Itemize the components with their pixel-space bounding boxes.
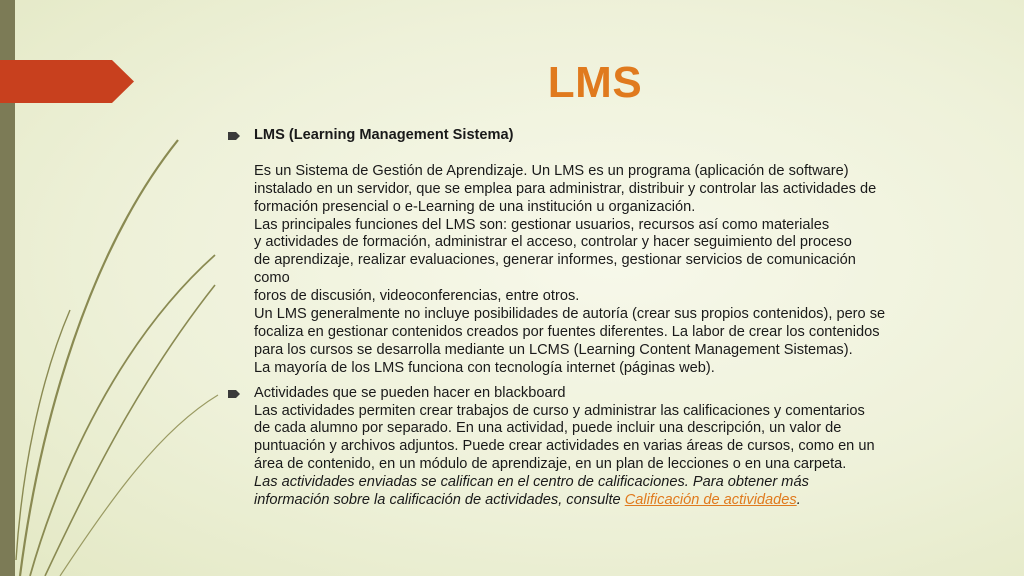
bullet-item-lms <box>228 127 968 378</box>
paragraph-line: instalado en un servidor, que se emplea para administrar, distribuir y controlar las actividades de <box>254 180 877 197</box>
paragraph-line: para los cursos se desarrolla mediante un LCMS (Learning Content Management Sistemas). <box>254 341 853 358</box>
bullet-arrow-icon <box>228 390 240 398</box>
spacer <box>254 145 968 163</box>
slide-content <box>228 127 968 517</box>
paragraph-line: focaliza en gestionar contenidos creados por fuentes diferentes. La labor de crear los contenidos <box>254 323 880 340</box>
paragraph-line: Las principales funciones del LMS son: gestionar usuarios, recursos así como materiales <box>254 216 830 233</box>
grass-line-2 <box>30 255 215 576</box>
title-marker-tab <box>0 60 134 103</box>
grass-line-5 <box>60 395 218 576</box>
paragraph-line: formación presencial o e-Learning de una institución u organización. <box>254 198 696 215</box>
grass-line-1 <box>20 140 178 576</box>
italic-suffix: . <box>796 492 801 509</box>
paragraph-line: Un LMS generalmente no incluye posibilidades de autoría (crear sus propios contenidos), pero se <box>254 306 886 323</box>
grass-line-3 <box>45 285 215 576</box>
paragraph-line: foros de discusión, videoconferencias, entre otros. <box>254 288 580 305</box>
calificacion-link[interactable]: Calificación de actividades <box>624 492 797 509</box>
italic-prefix: información sobre la calificación de actividades, consulte <box>254 492 625 509</box>
paragraph-line: Es un Sistema de Gestión de Aprendizaje. Un LMS es un programa (aplicación de software) <box>254 162 849 179</box>
italic-line-with-link <box>254 492 968 510</box>
italic-line: Las actividades enviadas se califican en el centro de calificaciones. Para obtener más <box>254 474 809 491</box>
paragraph-line: La mayoría de los LMS funciona con tecnología internet (páginas web). <box>254 359 715 376</box>
paragraph-line: y actividades de formación, administrar el acceso, controlar y hacer seguimiento del proceso <box>254 234 852 251</box>
bullet-arrow-icon <box>228 132 240 140</box>
paragraph-line: puntuación y archivos adjuntos. Puede crear actividades en varias áreas de cursos, como en un <box>254 438 875 455</box>
paragraph-line: de cada alumno por separado. En una actividad, puede incluir una descripción, un valor de <box>254 420 842 437</box>
slide-title: LMS <box>547 58 643 107</box>
paragraph-line: como <box>254 270 290 287</box>
bullet-heading: Actividades que se pueden hacer en blackboard <box>254 384 566 401</box>
bullet-item-actividades <box>228 385 968 510</box>
paragraph-line: de aprendizaje, realizar evaluaciones, generar informes, gestionar servicios de comunicación <box>254 252 856 269</box>
grass-line-4 <box>16 310 70 560</box>
paragraph-line: área de contenido, en un módulo de aprendizaje, en un plan de lecciones o en una carpeta. <box>254 456 847 473</box>
paragraph-line: Las actividades permiten crear trabajos de curso y administrar las calificaciones y comentarios <box>254 402 865 419</box>
bullet-heading: LMS (Learning Management Sistema) <box>254 127 514 143</box>
